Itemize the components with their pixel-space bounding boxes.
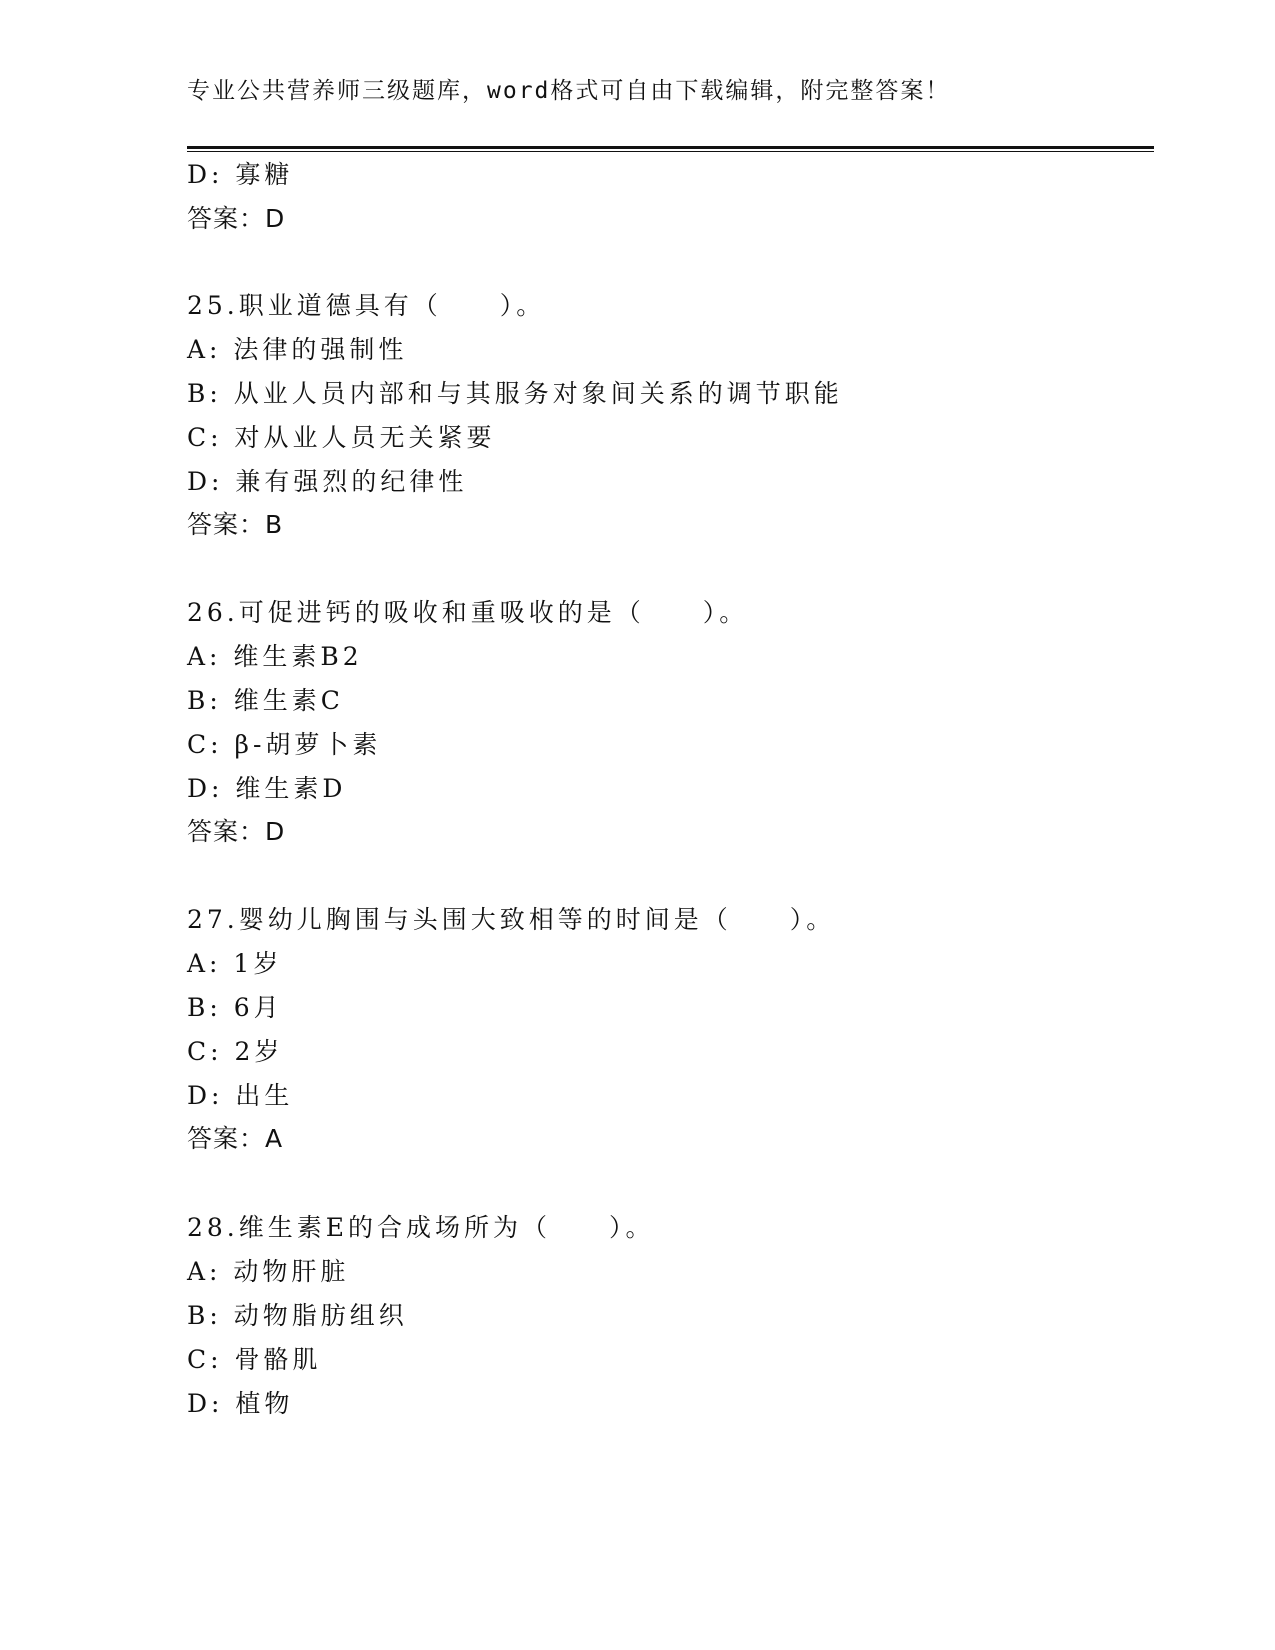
option-d: D: 维生素D [187,774,347,803]
option-c: C: 对从业人员无关紧要 [187,423,496,452]
option-c: C: 2岁 [187,1037,284,1066]
option-d: D: 出生 [187,1081,294,1110]
option-a: A: 1岁 [187,949,283,978]
option-b: B: 动物脂肪组织 [187,1301,408,1330]
question-stem: 26.可促进钙的吸收和重吸收的是（ ）。 [187,598,749,627]
option-a: A: 法律的强制性 [187,335,408,364]
header-rule-thin [187,151,1154,152]
prev-answer: 答案：D [187,204,286,233]
option-b: B: 维生素C [187,686,344,715]
prev-option-d: D: 寡糖 [187,160,294,189]
page-header: 专业公共营养师三级题库，word格式可自由下载编辑，附完整答案！ [187,78,951,104]
question-stem: 28.维生素E的合成场所为（ ）。 [187,1213,655,1242]
option-b: B: 6月 [187,993,283,1022]
option-a: A: 动物肝脏 [187,1257,350,1286]
question-stem: 25.职业道德具有（ ）。 [187,291,546,320]
option-d: D: 植物 [187,1389,294,1418]
answer: 答案：A [187,1124,284,1153]
header-rule-thick [187,146,1154,149]
question-stem: 27.婴幼儿胸围与头围大致相等的时间是（ ）。 [187,905,836,934]
option-c: C: β-胡萝卜素 [187,730,382,759]
option-d: D: 兼有强烈的纪律性 [187,467,468,496]
option-c: C: 骨骼肌 [187,1345,322,1374]
option-a: A: 维生素B2 [187,642,363,671]
answer: 答案：B [187,510,284,539]
answer: 答案：D [187,817,286,846]
option-b: B: 从业人员内部和与其服务对象间关系的调节职能 [187,379,843,408]
